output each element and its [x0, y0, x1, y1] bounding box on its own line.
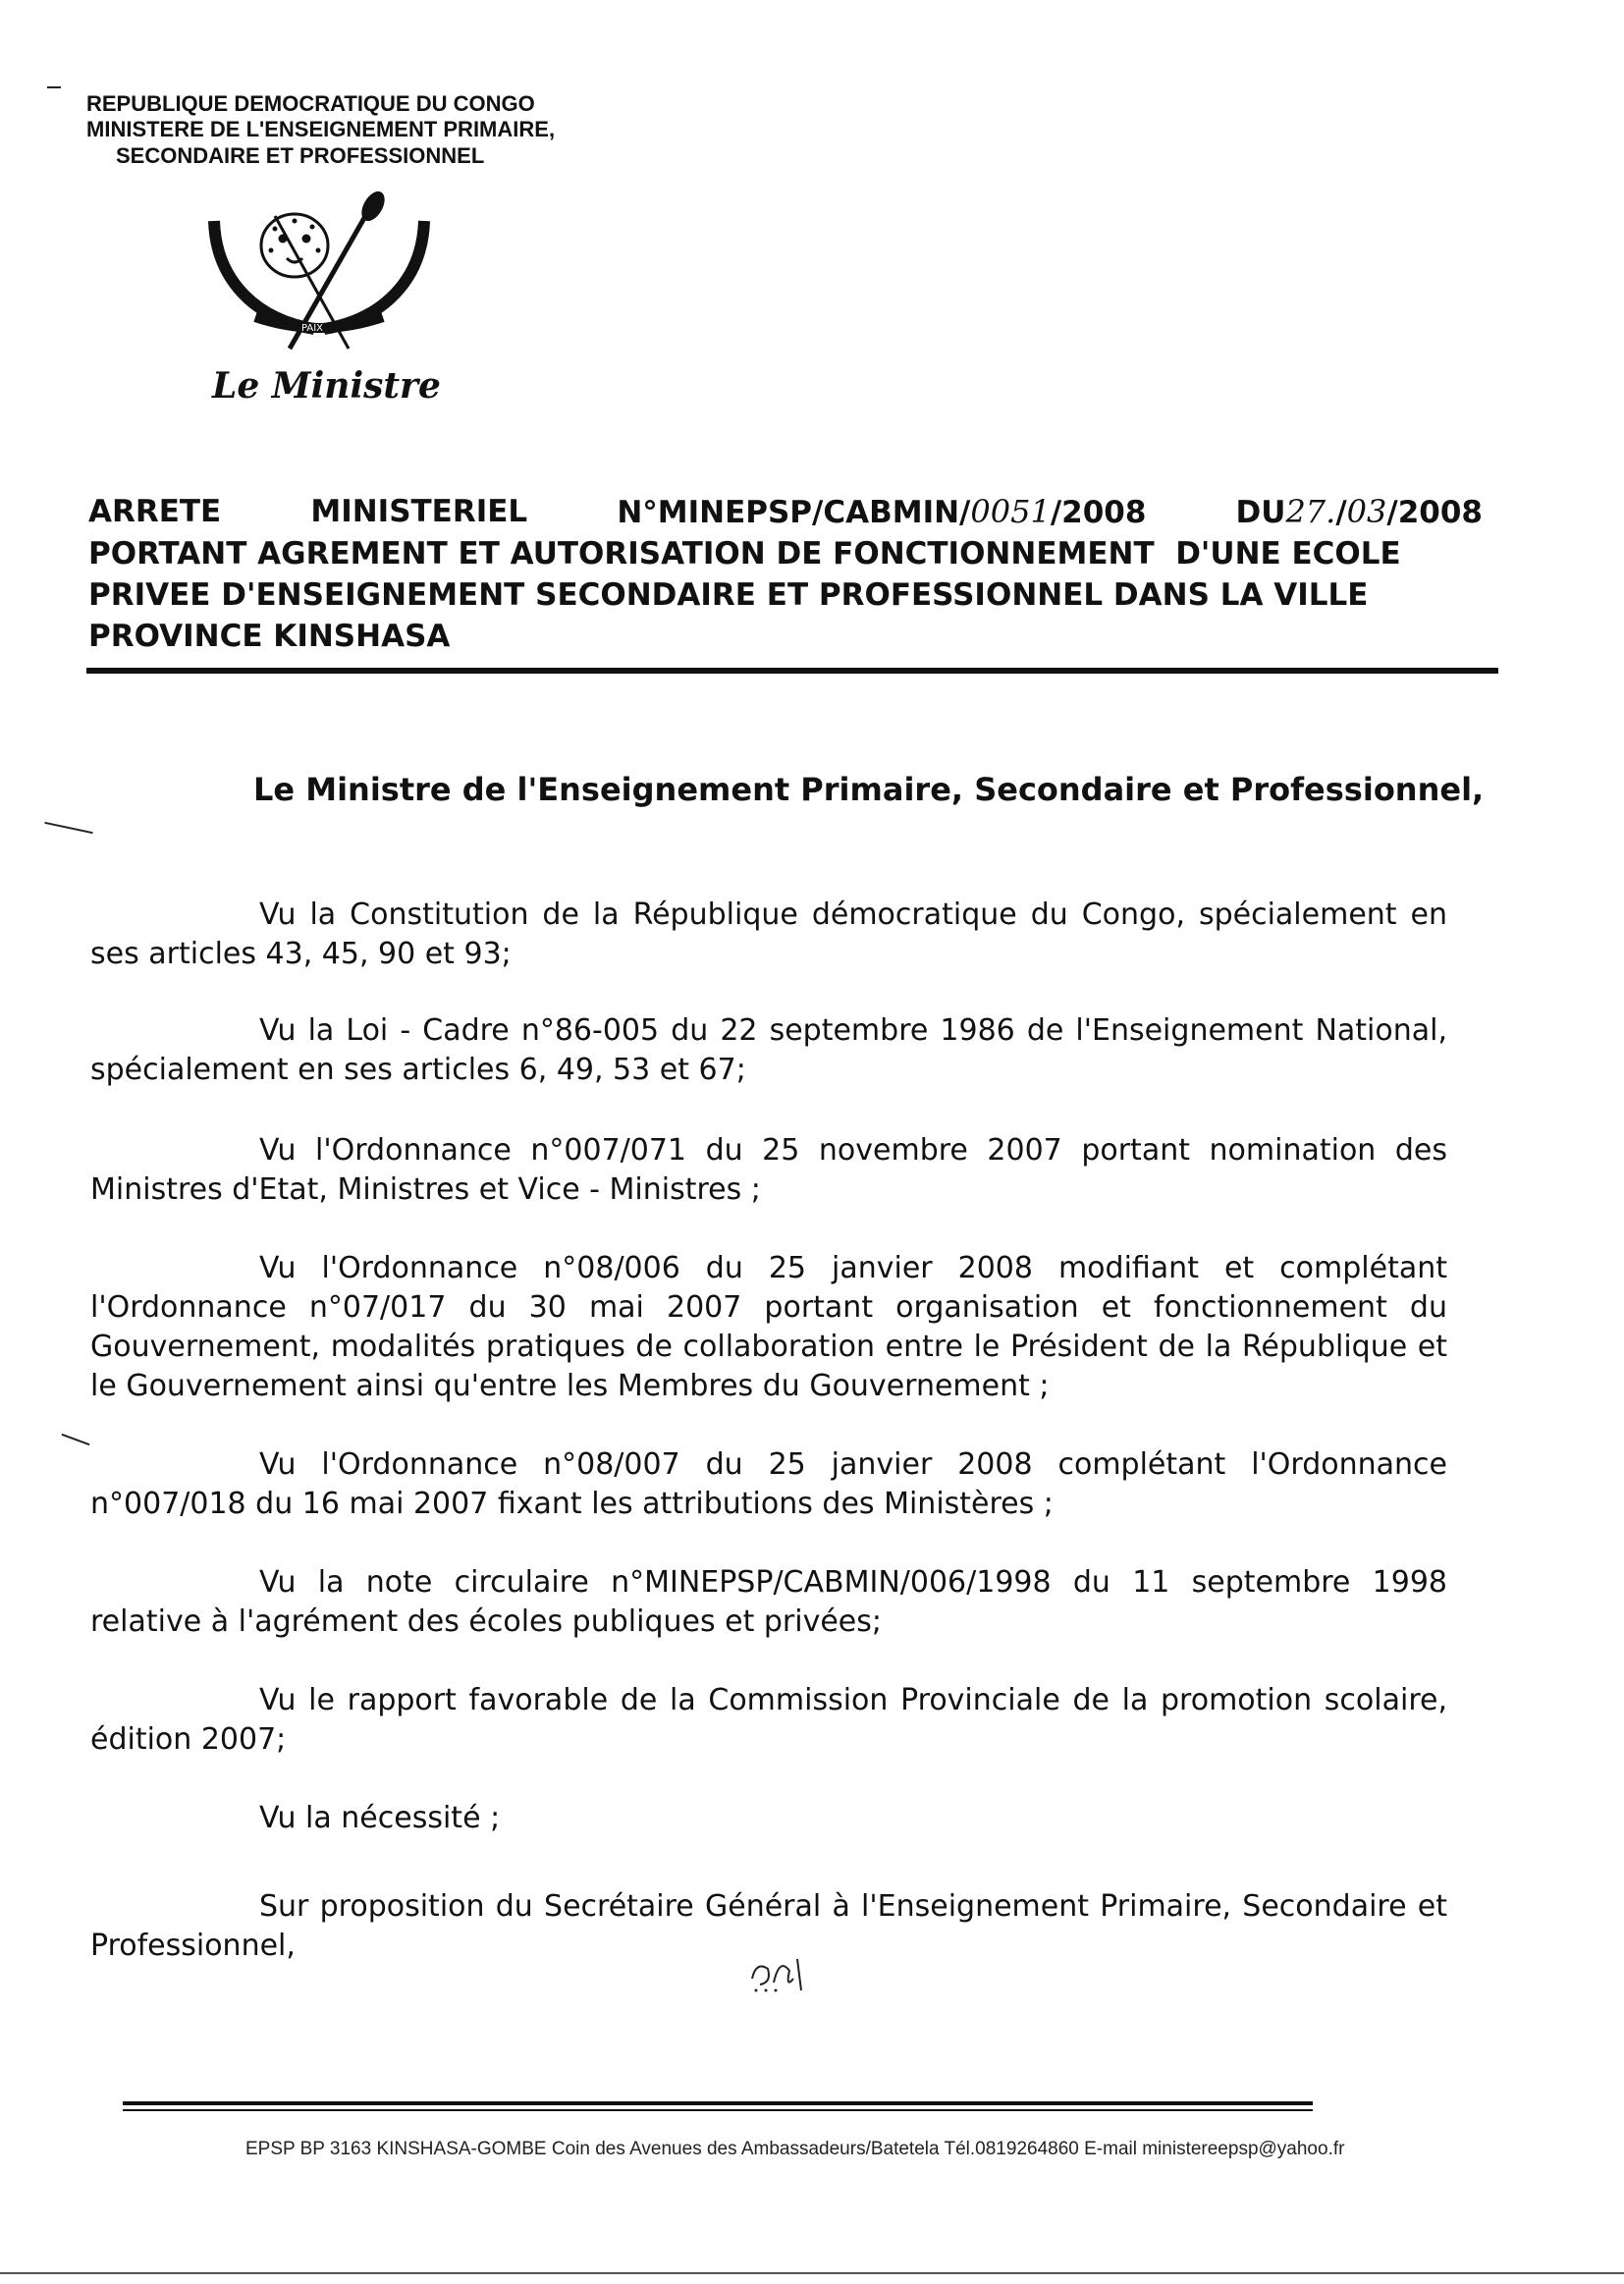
paragraph-loi-cadre: Vu la Loi - Cadre n°86-005 du 22 septembre 1986 de l'Enseignement National, spécialement en ses articles 6, 49, 53 et 67; — [90, 1013, 1447, 1087]
intro-heading: Le Ministre de l'Enseignement Primaire, Secondaire et Professionnel, — [253, 771, 1485, 808]
paragraph-ordonnance-071: Vu l'Ordonnance n°007/071 du 25 novembre 2007 portant nomination des Ministres d'Etat, Ministres et Vice - Ministres ; — [90, 1133, 1447, 1207]
title-divider — [86, 668, 1498, 674]
title-line-3: PRIVEE D'ENSEIGNEMENT SECONDAIRE ET PROFESSIONNEL DANS LA VILLE — [88, 577, 1369, 613]
handwritten-month: 03 — [1346, 493, 1387, 530]
coat-of-arms-emblem — [196, 191, 442, 363]
paragraph-ordonnance-006: Vu l'Ordonnance n°08/006 du 25 janvier 2008 modifiant et complétant l'Ordonnance n°07/017 du 30 mai 2007 portant organisation et fonctionnement du Gouvernement, modalités pratiques de collaboration entre le Président de la République et le Gouvernement ainsi qu'entre les Membres du Gouvernement ; — [90, 1251, 1447, 1403]
title-decree-date: DU27./03/2008 — [1235, 493, 1483, 530]
footer-divider — [123, 2101, 1313, 2105]
title-line-2: PORTANT AGREMENT ET AUTORISATION DE FONCTIONNEMENT D'UNE ECOLE — [88, 536, 1401, 571]
emblem-motto-paix: PAIX — [300, 323, 324, 334]
paragraph-constitution: Vu la Constitution de la République démocratique du Congo, spécialement en ses articles 43, 45, 90 et 93; — [90, 897, 1447, 971]
scan-mark — [47, 86, 61, 88]
header-ministry-cont: SECONDAIRE ET PROFESSIONNEL — [116, 143, 485, 168]
paragraph-note-circulaire: Vu la note circulaire n°MINEPSP/CABMIN/006/1998 du 11 septembre 1998 relative à l'agrément des écoles publiques et privées; — [90, 1565, 1447, 1639]
handwritten-number: 0051 — [970, 493, 1051, 530]
scan-mark — [62, 1434, 90, 1445]
title-line-4: PROVINCE KINSHASA — [88, 619, 451, 654]
footer-address: EPSP BP 3163 KINSHASA-GOMBE Coin des Avenues des Ambassadeurs/Batetela Tél.0819264860 E-mail ministereepsp@yahoo.fr — [245, 2139, 1345, 2159]
handwritten-day: 27. — [1285, 493, 1336, 530]
header-country: REPUBLIQUE DEMOCRATIQUE DU CONGO — [86, 91, 535, 116]
title-decree-number: N°MINEPSP/CABMIN/0051/2008 — [617, 493, 1147, 530]
footer-divider-thin — [123, 2109, 1313, 2111]
page-edge — [0, 2272, 1624, 2274]
paragraph-necessite: Vu la nécessité ; — [259, 1801, 501, 1835]
title-line-1 — [88, 491, 1483, 533]
header-ministry: MINISTERE DE L'ENSEIGNEMENT PRIMAIRE, — [86, 117, 556, 141]
paragraph-proposition: Sur proposition du Secrétaire Général à l'Enseignement Primaire, Secondaire et Professionnel, — [90, 1889, 1447, 1963]
paragraph-ordonnance-007: Vu l'Ordonnance n°08/007 du 25 janvier 2008 complétant l'Ordonnance n°007/018 du 16 mai 2007 fixant les attributions des Ministères ; — [90, 1447, 1447, 1521]
paragraph-rapport: Vu le rapport favorable de la Commission Provinciale de la promotion scolaire, édition 2007; — [90, 1683, 1447, 1757]
signature-title: Le Ministre — [212, 365, 441, 407]
title-word-arrete: ARRETE — [88, 494, 222, 529]
scan-mark — [44, 822, 92, 834]
title-word-ministeriel: MINISTERIEL — [310, 494, 528, 529]
handwritten-initials — [746, 1949, 825, 1998]
decree-title — [88, 491, 1483, 657]
